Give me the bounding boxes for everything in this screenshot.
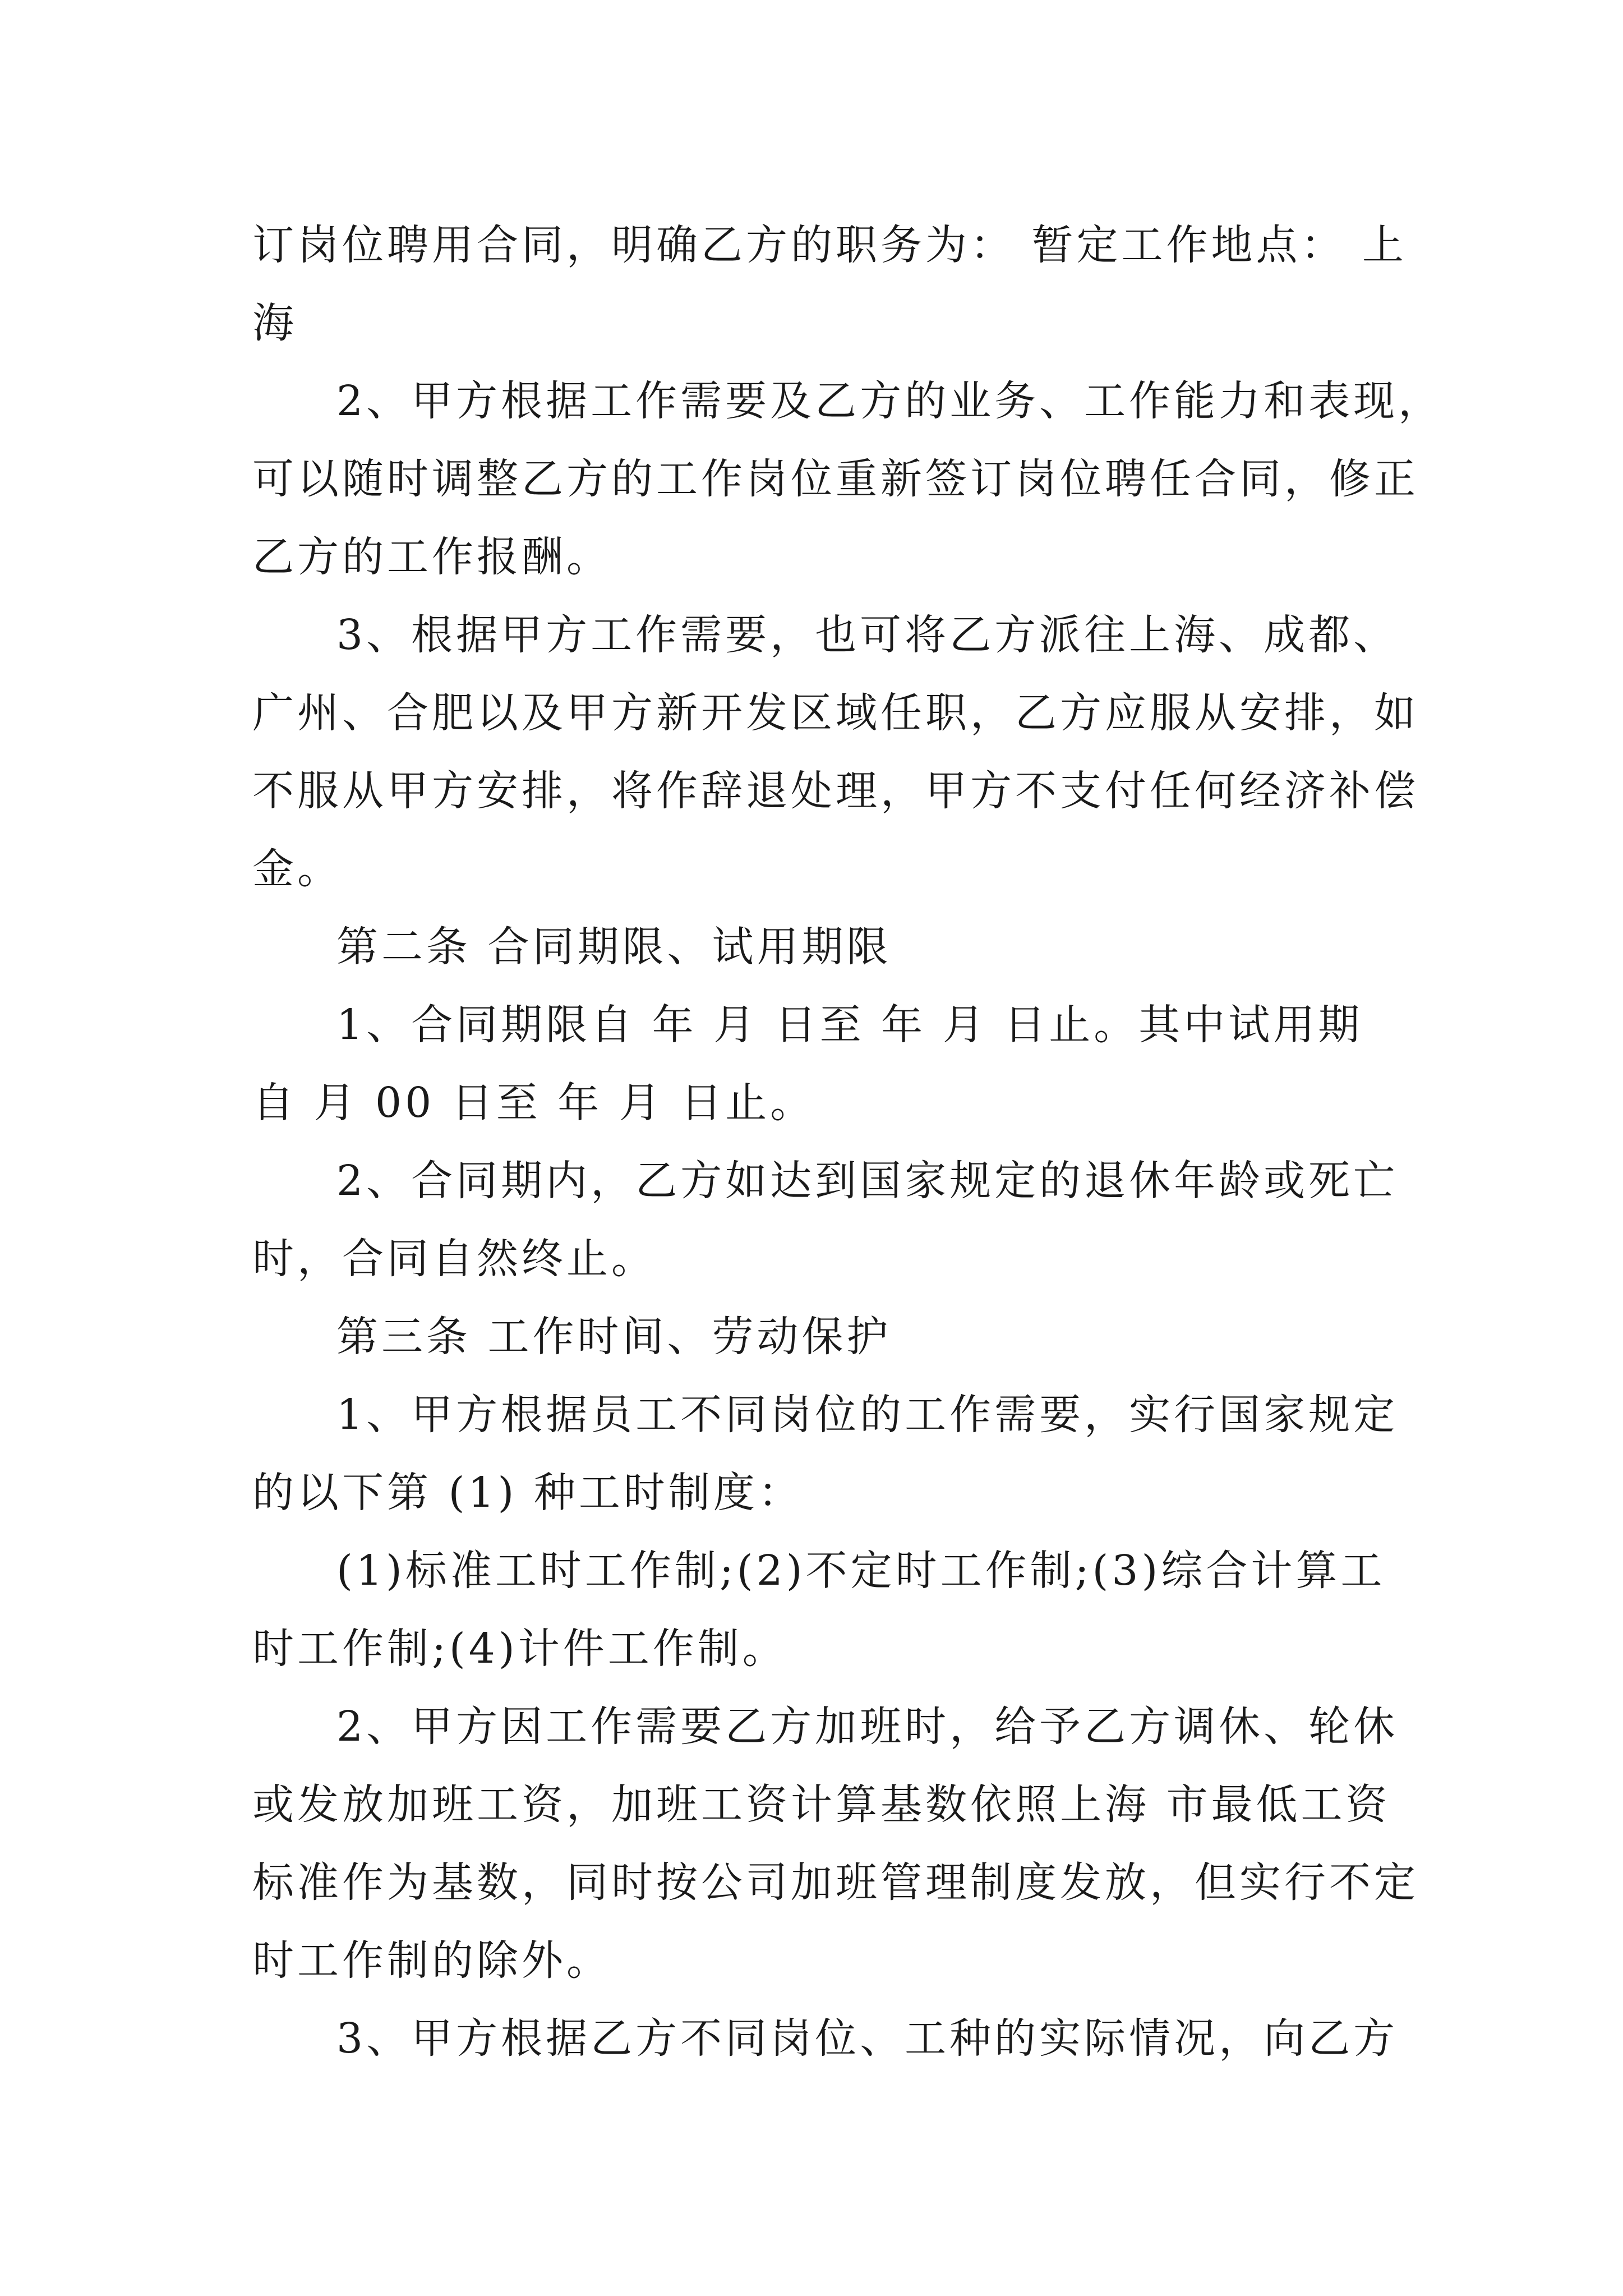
text-line: 时，合同自然终止。: [252, 1235, 656, 1283]
text-line: 海: [252, 299, 297, 347]
text-line: 时工作制的除外。: [252, 1936, 611, 1985]
text-line: 自 月 00 日至 年 月 日止。: [252, 1079, 815, 1127]
text-line: 订岗位聘用合同，明确乙方的职务为： 暂定工作地点： 上: [252, 221, 1408, 269]
section-heading: 第三条 工作时间、劳动保护: [336, 1313, 892, 1361]
text-line: 标准作为基数，同时按公司加班管理制度发放，但实行不定: [252, 1858, 1419, 1907]
text-line: (1)标准工时工作制;(2)不定时工作制;(3)综合计算工: [336, 1547, 1386, 1595]
text-line: 1、合同期限自 年 月 日至 年 月 日止。其中试用期: [336, 1001, 1363, 1049]
text-line: 2、合同期内，乙方如达到国家规定的退休年龄或死亡: [336, 1157, 1399, 1205]
text-line: 不服从甲方安排，将作辞退处理，甲方不支付任何经济补偿: [252, 767, 1419, 815]
text-line: 3、甲方根据乙方不同岗位、工种的实际情况，向乙方: [336, 2014, 1399, 2063]
section-heading: 第二条 合同期限、试用期限: [336, 923, 892, 971]
text-line: 广州、合肥以及甲方新开发区域任职，乙方应服从安排，如: [252, 689, 1419, 737]
text-line: 时工作制;(4)计件工作制。: [252, 1625, 787, 1673]
text-line: 1、甲方根据员工不同岗位的工作需要，实行国家规定: [336, 1391, 1399, 1439]
text-line: 可以随时调整乙方的工作岗位重新签订岗位聘任合同，修正: [252, 455, 1419, 503]
text-line: 金。: [252, 845, 342, 893]
text-line: 2、甲方根据工作需要及乙方的业务、工作能力和表现，: [336, 377, 1444, 425]
text-line: 的以下第 (1) 种工时制度：: [252, 1469, 803, 1517]
text-line: 3、根据甲方工作需要，也可将乙方派往上海、成都、: [336, 611, 1399, 659]
text-line: 乙方的工作报酬。: [252, 533, 611, 581]
text-line: 或发放加班工资，加班工资计算基数依照上海 市最低工资: [252, 1780, 1391, 1829]
text-line: 2、甲方因工作需要乙方加班时，给予乙方调休、轮休: [336, 1703, 1399, 1751]
